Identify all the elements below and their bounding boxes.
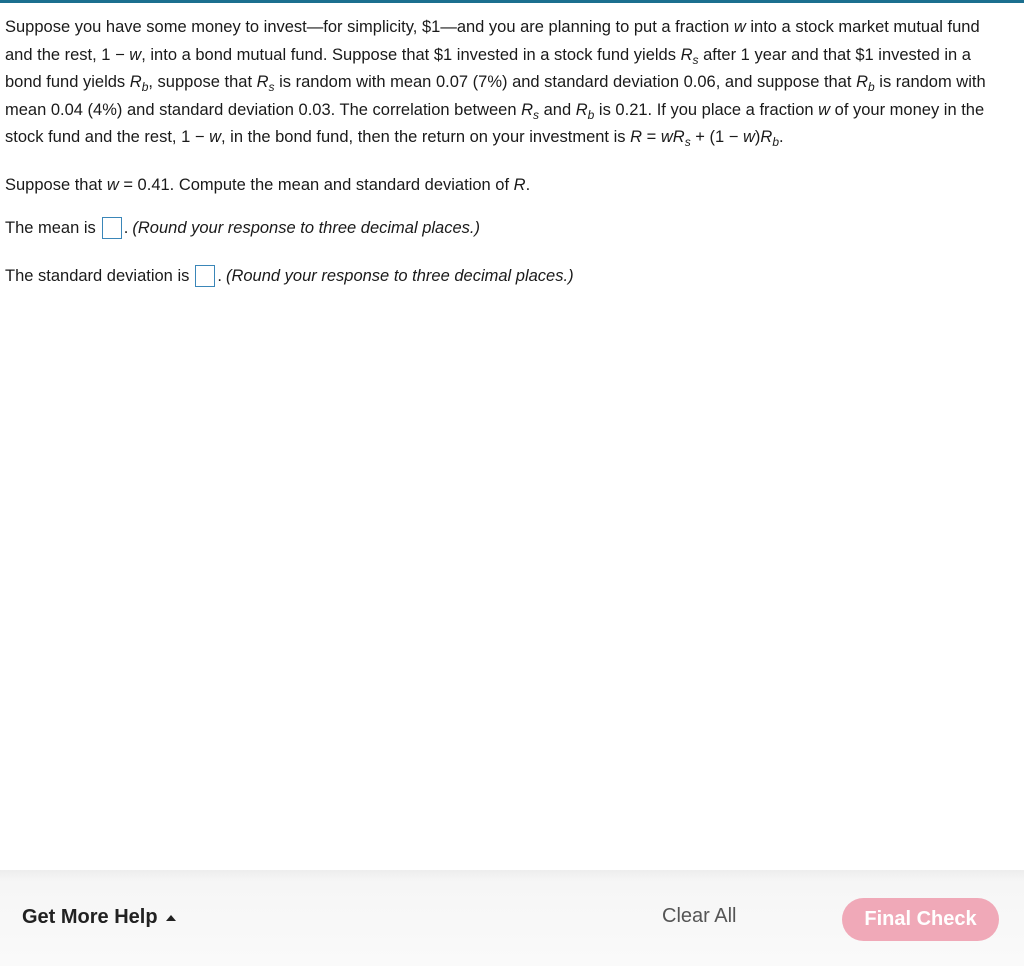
sd-answer-input[interactable] xyxy=(195,265,215,287)
sd-label: The standard deviation is xyxy=(5,266,190,285)
sd-answer-line xyxy=(5,262,1010,290)
mean-rounding-hint: (Round your response to three decimal places.) xyxy=(132,218,480,237)
final-check-button[interactable]: Final Check xyxy=(842,898,999,941)
mean-answer-input[interactable] xyxy=(102,217,122,239)
sd-period: . xyxy=(217,266,222,285)
footer-toolbar xyxy=(0,870,1024,966)
get-more-help-button[interactable] xyxy=(22,906,176,929)
top-accent-rule xyxy=(0,0,1024,3)
question-content xyxy=(5,14,1010,290)
problem-statement: Suppose you have some money to invest—for simplicity, $1—and you are planning to put a fraction w into a stock market mutual fund and the rest, 1 − w, into a bond mutual fund. Suppose that $1 invested in a stock fund yields $R_s$ after 1 year and that $1 invested in a bond fund yields $R_b$, suppose that $R_s$ is random with mean 0.07 (7%) and standard deviation 0.06, and suppose that $R_b$ is random with mean 0.04 (4%) and standard deviation 0.03. The correlation between $R_s$ and $R_b$ is 0.21. If you place a fraction w of your money in the stock fund and the rest, 1 − w, in the bond fund, then the return on your investment is $R = wR_s + (1 - w)R_b$. xyxy=(5,18,986,149)
question-prompt: Suppose that w = 0.41. Compute the mean and standard deviation of R. xyxy=(5,175,531,194)
mean-answer-line xyxy=(5,214,1010,242)
mean-label: The mean is xyxy=(5,218,96,237)
sd-rounding-hint: (Round your response to three decimal places.) xyxy=(225,266,574,285)
clear-all-button[interactable]: Clear All xyxy=(662,905,737,927)
mean-period: . xyxy=(123,218,129,237)
get-more-help-label: Get More Help xyxy=(22,906,158,928)
caret-up-icon xyxy=(166,915,176,921)
